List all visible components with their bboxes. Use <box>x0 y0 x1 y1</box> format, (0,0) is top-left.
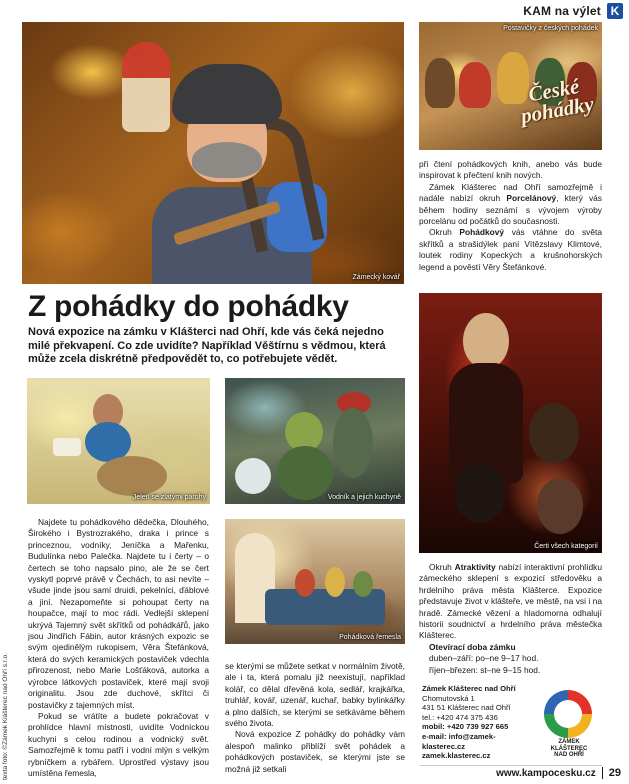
page-number: 29 <box>608 767 621 779</box>
devil-figure <box>537 478 583 534</box>
paragraph: při čtení pohádkových knih, anebo vás bude inspirovat k přečtení knih nových. <box>419 159 602 181</box>
body-column-3-bottom <box>419 562 602 676</box>
vodnice-caption: Vodník a jejich kuchyně <box>327 494 401 501</box>
gnome-figure <box>122 42 170 132</box>
paragraph: Najdete tu pohádkového dědečka, Dlouhého, Širokého i Bystrozrakého, draka i prince s princeznou, vodníky, Jeníčka a Mařenku, Budulínka nebo Palečka. Najdete tu i čerty – o čertech se toho napsalo pino, ale že se čert vyskytl poprvé právě v Čechách, to asi nevíte – všude jinde jsou samí druidi, pekelníci, ďáblové a jiní. Nezapomeňte si pohoupat čerty na houpačce, mají to moc rádi. Vedlejší sklepení ukrývá Tajemný svět skřítků od pohádkářů, jako jsou Jindřich Fábin, autor krásných expozic se svým ojedinělým rukopisem, Věra Štefánková, která do svých keramických postaviček vdechla přirozenost, nebo Marie Lošťáková, autorka a výrobce látkových postaviček, které mají svoji originalitu. Jsou zde duchové, skřítci či postavičky z tajemných míst. <box>28 517 209 710</box>
body-column-1 <box>28 517 209 779</box>
footer-url[interactable]: www.kampocesku.cz <box>496 767 596 779</box>
opening-hours-line: říjen–březen: st–ne 9–15 hod. <box>429 664 541 675</box>
paragraph: Okruh Pohádkový vás vtáhne do světa skřítků a strašidýlek paní Vítězslavy Klimtové, loutek rodiny Kopeckých a krušnohorských legend a pověstí Věry Štefánkové. <box>419 227 602 272</box>
deer <box>97 456 167 496</box>
figure <box>333 408 373 478</box>
body-column-2 <box>225 661 405 775</box>
opening-hours-line: duben–září: po–ne 9–17 hod. <box>429 653 539 664</box>
opening-hours-title: Otevírací doba zámku <box>429 641 516 652</box>
footer-divider <box>420 765 602 766</box>
page-footer <box>496 767 621 779</box>
contact-tel: tel.: +420 474 375 436 <box>422 712 498 722</box>
contact-street: Chomutovská 1 <box>422 693 475 703</box>
figure <box>325 567 345 597</box>
page-header <box>523 0 629 22</box>
top-right-caption: Postavičky z českých pohádek <box>503 25 598 32</box>
kam-logo: K <box>607 3 623 19</box>
figure <box>425 58 455 108</box>
figure <box>353 571 373 597</box>
certi-photo <box>419 293 602 553</box>
figure <box>277 446 333 500</box>
footer-separator <box>602 767 603 779</box>
devil-figure <box>455 463 505 523</box>
pot <box>235 458 271 494</box>
article-title: Z pohádky do pohádky <box>28 290 349 323</box>
paragraph: Zámek Klášterec nad Ohří samozřejmě i nadále nabízí okruh Porcelánový, který vás během hodiny seznámí s vývojem výroby porcelánu od počátků do současnosti. <box>419 181 602 227</box>
contact-web[interactable]: zamek.klasterec.cz <box>422 751 491 761</box>
remesla-caption: Pohádková řemesla <box>339 634 401 641</box>
sign <box>53 438 81 456</box>
hero-caption: Zámecký kovář <box>352 274 400 281</box>
zamek-logo <box>538 690 602 759</box>
paragraph: Nová expozice Z pohádky do pohádky vám alespoň malinko přiblíží svět pohádek a pohádkových postaviček, se kterými jste se možná již setkali <box>225 729 405 774</box>
article-lead: Nová expozice na zámku v Klášterci nad Ohří, kde vás čeká nejedno milé překvapení. Co zde uvidíte? Například Věštírnu s vědmou, která může zcela diskrétně předpovědět to, co potřebujete vědět. <box>28 326 386 366</box>
photo-credit: texta foto: ©Zámek Klášterec nad Ohří s.r.o. <box>2 653 9 780</box>
contact-email[interactable]: e-mail: info@zamek-klasterec.cz <box>422 731 496 751</box>
figure <box>459 62 491 108</box>
contact-name: Zámek Klášterec nad Ohří <box>422 684 516 693</box>
figure <box>295 569 315 597</box>
vodnice-photo <box>225 378 405 504</box>
hero-photo <box>22 22 404 284</box>
ceske-pohadky-photo <box>419 22 602 150</box>
ceske-pohadky-overlay: České pohádky <box>518 73 596 129</box>
paragraph: Okruh Atraktivity nabízí interaktivní prohlídku zámeckého sklepení s expozicí středověku a hrdelního práva města Klášterce. Expozice představuje život v klášteře, ve městě, na vsi i na hradě. Zámecké vězení a hladomorna odhalují historii soudnictví a hrdelního práva městečka Klášterec. <box>419 562 602 641</box>
remesla-photo <box>225 519 405 644</box>
dwarf-hat <box>172 64 282 124</box>
contact-city: 431 51 Klášterec nad Ohří <box>422 703 511 713</box>
contact-mobil: mobil: +420 739 927 665 <box>422 722 509 732</box>
jelen-caption: Jelen se zlatými parohy <box>132 494 206 501</box>
certi-caption: Čerti všech kategorií <box>534 543 598 550</box>
jelen-photo <box>27 378 210 504</box>
zamek-logo-text: ZÁMEK KLÁŠTEREC NAD OHŘÍ <box>550 739 588 759</box>
devil-face <box>463 313 509 369</box>
section-title: KAM na výlet <box>523 4 601 18</box>
contact-box <box>422 684 532 761</box>
devil-figure <box>529 403 579 463</box>
zamek-logo-center <box>554 700 582 728</box>
body-column-3-top <box>419 159 602 273</box>
dwarf-beard <box>192 142 262 178</box>
paragraph: se kterými se můžete setkat v normálním životě, ale i ta, která pomalu již neexistují, například kolář, co dělal dřevěná kola, sedlář, krajkářka, truhlář, kovář, uzenář, kuchař, babky bylinkářky a plno dalších, se kterými se setkáváme během svého života. <box>225 661 405 729</box>
paragraph: Pokud se vrátíte a budete pokračovat v prohlídce hlavní místnosti, uvidíte Vodníckou kuchyni s celou rodinou a vodnický svět. Samozřejmě k tomu patří i vodní mlýn s velkým rybníčkem a rybářem. Uprostřed výstavy jsou umístěna řemesla, <box>28 710 209 778</box>
